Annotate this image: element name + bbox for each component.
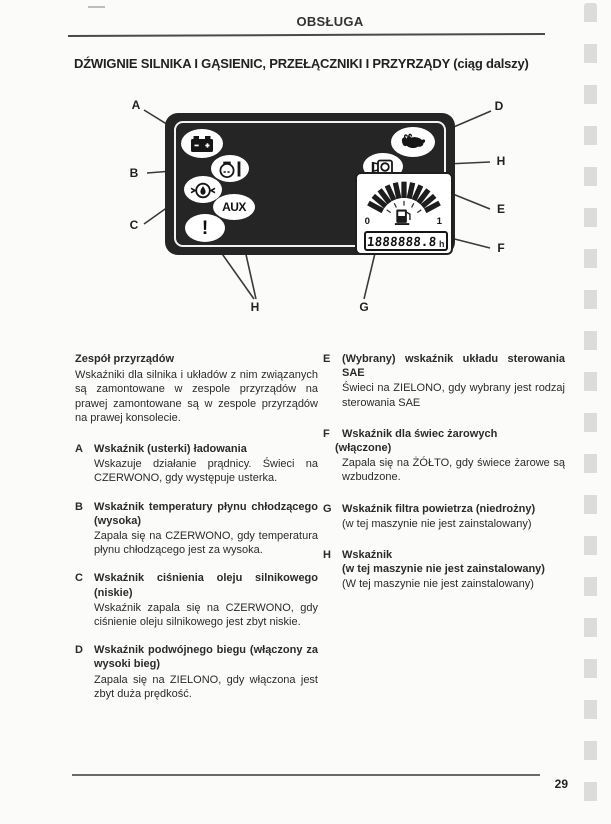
item-letter: B [75, 500, 83, 513]
page-number: 29 [554, 777, 568, 791]
diagram-label-g: G [359, 300, 369, 314]
item-d [75, 643, 318, 701]
section-instrument-cluster [75, 352, 318, 425]
item-f [323, 427, 565, 485]
item-body: (w tej maszynie nie jest zainstalowany) [342, 517, 532, 530]
diagram-label-f: F [497, 241, 505, 255]
battery-indicator [181, 129, 223, 158]
warning-indicator [185, 214, 225, 242]
hour-meter-unit: h [439, 238, 445, 249]
item-title: (Wybrany) wskaźnik układu sterowania SAE [342, 353, 565, 380]
item-body: (W tej maszynie nie jest zainstalowany) [342, 578, 534, 591]
item-b [75, 500, 318, 558]
hour-meter-digits: 1888888.8 [366, 233, 438, 249]
footer-rule [72, 774, 540, 776]
item-title: Wskaźnik [342, 549, 393, 562]
diagram-label-d: D [494, 99, 504, 113]
item-title: Wskaźnik filtra powietrza (niedrożny) [342, 502, 536, 515]
item-letter: A [75, 443, 83, 456]
battery-icon [189, 135, 215, 153]
diagram-label-h-bottom: H [250, 300, 260, 314]
item-letter: C [75, 572, 83, 585]
header-rule [68, 33, 545, 37]
item-title: Wskaźnik ciśnienia oleju silnikowego (niskie) [94, 572, 318, 599]
item-h [323, 548, 565, 592]
item-title: Wskaźnik (usterki) ładowania [94, 443, 247, 456]
item-title: Wskaźnik temperatury płynu chłodzącego (wysoka) [94, 500, 318, 527]
item-body: Zapala się na ŻÓŁTO, gdy świece żarowe są wzbudzone. [342, 457, 565, 484]
coolant-temperature-icon [217, 159, 243, 179]
item-body: Świeci na ZIELONO, gdy wybrany jest rodzaj sterowania SAE [342, 382, 565, 409]
item-title: Wskaźnik dla świec żarowych [342, 427, 498, 440]
item-body: Zapala się na CZERWONO, gdy temperatura płynu chłodzącego jest za wysoka. [94, 530, 318, 557]
fuel-gauge [355, 172, 453, 255]
item-letter: E [323, 353, 331, 365]
instrument-panel-diagram [70, 88, 550, 320]
diagram-label-c: C [129, 218, 139, 232]
section-title: Zespół przyrządów [75, 353, 175, 365]
gauge-min-label: 0 [364, 215, 371, 227]
left-column [75, 352, 318, 715]
item-letter: G [323, 502, 332, 515]
item-c [75, 571, 318, 629]
high-speed-rabbit-icon [398, 132, 428, 152]
diagram-label-e: E [496, 202, 505, 216]
hour-meter [364, 231, 448, 251]
diagram-label-h-right: H [496, 154, 506, 168]
diagram-label-a: A [131, 98, 141, 112]
item-subtitle: (włączone) [335, 442, 392, 455]
item-subtitle: (w tej maszynie nie jest zainstalowany) [342, 563, 545, 576]
aux-label: AUX [222, 200, 246, 214]
binding-marks [584, 3, 597, 821]
item-letter: D [75, 644, 83, 657]
section-body: Wskaźniki dla silnika i układów z nim związanych są zamontowane w zespole przyrządów na prawej zamontowane są w zespole przyrządów na prawej konsolecie. [75, 369, 318, 424]
item-body: Wskaźnik zapala się na CZERWONO, gdy ciśnienie oleju silnikowego jest zbyt niskie. [94, 601, 318, 629]
item-g [323, 502, 565, 531]
page-title: DŹWIGNIE SILNIKA I GĄSIENIC, PRZEŁĄCZNIKI I PRZYRZĄDY (ciąg dalszy) [74, 56, 529, 71]
aux-indicator [213, 194, 255, 220]
item-letter: F [323, 427, 330, 440]
page-header: OBSŁUGA [296, 14, 364, 29]
right-column [323, 352, 565, 609]
exclamation-icon: ! [201, 217, 209, 239]
high-speed-indicator [391, 127, 435, 157]
coolant-temperature-indicator [211, 155, 249, 182]
item-e [323, 352, 565, 410]
item-a [75, 442, 318, 486]
item-body: Zapala się na ZIELONO, gdy włączona jest zbyt duża prędkość. [94, 673, 318, 700]
item-title: Wskaźnik podwójnego biegu (włączony za wysoki bieg) [94, 644, 318, 671]
oil-pressure-icon [189, 180, 217, 200]
fuel-pump-icon [395, 209, 410, 225]
item-letter: H [323, 549, 331, 562]
item-body: Wskazuje działanie prądnicy. Świeci na CZERWONO, gdy występuje usterka. [94, 458, 318, 485]
diagram-label-b: B [129, 166, 139, 180]
scan-artifact-dash [88, 6, 105, 8]
instrument-panel [165, 113, 455, 255]
gauge-max-label: 1 [436, 215, 442, 227]
